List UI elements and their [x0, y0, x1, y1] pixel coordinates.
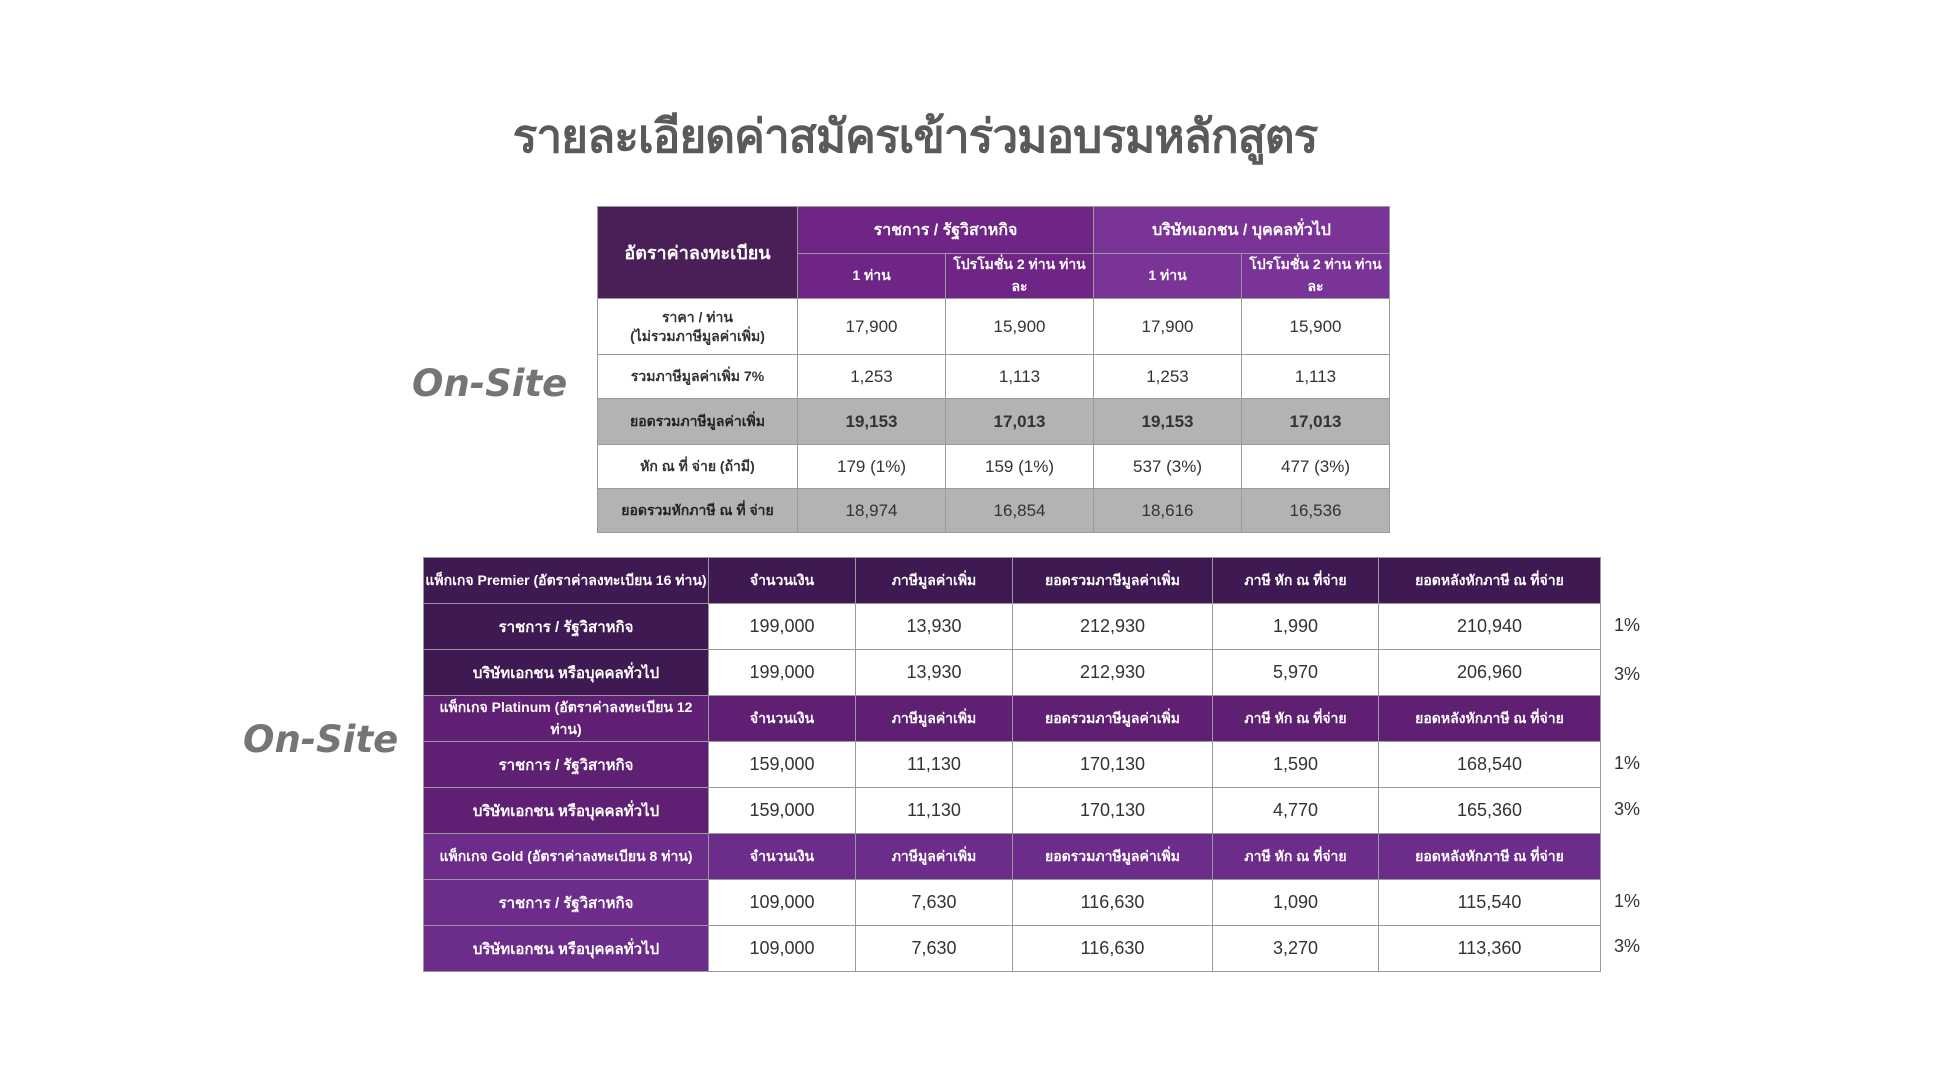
rate-subheader: โปรโมชั่น 2 ท่าน ท่านละ — [1242, 254, 1390, 299]
table-cell: 17,013 — [1242, 399, 1390, 445]
column-header: จำนวนเงิน — [709, 834, 856, 880]
registration-rate-table — [597, 206, 1390, 533]
table-cell: 7,630 — [856, 880, 1013, 926]
page-title: รายละเอียดค่าสมัครเข้าร่วมอบรมหลักสูตร — [512, 109, 1318, 163]
table-row — [598, 299, 1390, 355]
table-cell: 19,153 — [798, 399, 946, 445]
withholding-percent: 3% — [1614, 664, 1641, 684]
table-cell: 210,940 — [1379, 604, 1601, 650]
table-cell: 1,990 — [1213, 604, 1379, 650]
package-name: แพ็กเกจ Platinum (อัตราค่าลงทะเบียน 12 ท่าน) — [424, 696, 709, 742]
table-cell: 15,900 — [946, 299, 1094, 355]
table-cell: 109,000 — [709, 880, 856, 926]
table-cell: 159 (1%) — [946, 445, 1094, 489]
table-cell: 16,854 — [946, 489, 1094, 533]
table-cell: 206,960 — [1379, 650, 1601, 696]
row-label: บริษัทเอกชน หรือบุคคลทั่วไป — [424, 926, 709, 972]
row-label-line: ราคา / ท่าน — [662, 309, 733, 326]
rate-subheader: 1 ท่าน — [1094, 254, 1242, 299]
package-name: แพ็กเกจ Premier (อัตราค่าลงทะเบียน 16 ท่าน) — [424, 558, 709, 604]
table-row — [598, 399, 1390, 445]
row-label: บริษัทเอกชน หรือบุคคลทั่วไป — [424, 788, 709, 834]
column-header: ภาษี หัก ณ ที่จ่าย — [1213, 834, 1379, 880]
table-row — [598, 355, 1390, 399]
table-cell: 116,630 — [1013, 880, 1213, 926]
table-cell: 11,130 — [856, 788, 1013, 834]
table-cell: 109,000 — [709, 926, 856, 972]
table-cell: 5,970 — [1213, 650, 1379, 696]
table-cell: 1,090 — [1213, 880, 1379, 926]
table-cell: 7,630 — [856, 926, 1013, 972]
row-label: ราชการ / รัฐวิสาหกิจ — [424, 880, 709, 926]
withholding-percent: 1% — [1614, 753, 1641, 773]
row-label: หัก ณ ที่ จ่าย (ถ้ามี) — [598, 445, 798, 489]
column-header: จำนวนเงิน — [709, 558, 856, 604]
column-header: ภาษีมูลค่าเพิ่ม — [856, 696, 1013, 742]
table-row — [424, 742, 1601, 788]
rate-group-header: บริษัทเอกชน / บุคคลทั่วไป — [1094, 207, 1390, 254]
rate-subheader: 1 ท่าน — [798, 254, 946, 299]
table-cell: 537 (3%) — [1094, 445, 1242, 489]
table-cell: 19,153 — [1094, 399, 1242, 445]
table-cell: 170,130 — [1013, 788, 1213, 834]
onsite-label: On-Site — [243, 718, 399, 761]
column-header: ยอดรวมภาษีมูลค่าเพิ่ม — [1013, 696, 1213, 742]
row-label: ราชการ / รัฐวิสาหกิจ — [424, 604, 709, 650]
table-cell: 212,930 — [1013, 650, 1213, 696]
package-name: แพ็กเกจ Gold (อัตราค่าลงทะเบียน 8 ท่าน) — [424, 834, 709, 880]
withholding-percent: 1% — [1614, 891, 1641, 911]
package-header-row — [424, 558, 1601, 604]
table-cell: 18,974 — [798, 489, 946, 533]
table-cell: 1,590 — [1213, 742, 1379, 788]
table-cell: 199,000 — [709, 650, 856, 696]
package-pricing-table — [423, 557, 1601, 972]
row-label: ยอดรวมภาษีมูลค่าเพิ่ม — [598, 399, 798, 445]
withholding-percent: 3% — [1614, 936, 1641, 956]
rate-subheader: โปรโมชั่น 2 ท่าน ท่านละ — [946, 254, 1094, 299]
table-cell: 116,630 — [1013, 926, 1213, 972]
column-header: ภาษีมูลค่าเพิ่ม — [856, 558, 1013, 604]
table-row — [598, 489, 1390, 533]
table-cell: 18,616 — [1094, 489, 1242, 533]
column-header: ภาษีมูลค่าเพิ่ม — [856, 834, 1013, 880]
table-cell: 17,013 — [946, 399, 1094, 445]
column-header: ยอดหลังหักภาษี ณ ที่จ่าย — [1379, 558, 1601, 604]
table-cell: 16,536 — [1242, 489, 1390, 533]
table-cell: 13,930 — [856, 604, 1013, 650]
column-header: ยอดรวมภาษีมูลค่าเพิ่ม — [1013, 834, 1213, 880]
table-cell: 199,000 — [709, 604, 856, 650]
row-label — [598, 299, 798, 355]
table-row — [424, 788, 1601, 834]
column-header: ภาษี หัก ณ ที่จ่าย — [1213, 558, 1379, 604]
table-cell: 170,130 — [1013, 742, 1213, 788]
withholding-percent: 1% — [1614, 615, 1641, 635]
row-label: บริษัทเอกชน หรือบุคคลทั่วไป — [424, 650, 709, 696]
table-cell: 115,540 — [1379, 880, 1601, 926]
table-cell: 1,253 — [798, 355, 946, 399]
table-cell: 477 (3%) — [1242, 445, 1390, 489]
table-cell: 17,900 — [1094, 299, 1242, 355]
table-cell: 1,253 — [1094, 355, 1242, 399]
table-row — [424, 604, 1601, 650]
rate-header-corner: อัตราค่าลงทะเบียน — [598, 207, 798, 299]
row-label: ยอดรวมหักภาษี ณ ที่ จ่าย — [598, 489, 798, 533]
table-cell: 159,000 — [709, 788, 856, 834]
table-cell: 4,770 — [1213, 788, 1379, 834]
withholding-percent: 3% — [1614, 799, 1641, 819]
column-header: จำนวนเงิน — [709, 696, 856, 742]
table-cell: 13,930 — [856, 650, 1013, 696]
table-cell: 17,900 — [798, 299, 946, 355]
row-label: รวมภาษีมูลค่าเพิ่ม 7% — [598, 355, 798, 399]
table-row — [598, 445, 1390, 489]
table-cell: 11,130 — [856, 742, 1013, 788]
table-cell: 179 (1%) — [798, 445, 946, 489]
table-cell: 3,270 — [1213, 926, 1379, 972]
table-cell: 212,930 — [1013, 604, 1213, 650]
row-label-line: (ไม่รวมภาษีมูลค่าเพิ่ม) — [630, 327, 765, 344]
table-cell: 165,360 — [1379, 788, 1601, 834]
rate-group-header: ราชการ / รัฐวิสาหกิจ — [798, 207, 1094, 254]
package-header-row — [424, 696, 1601, 742]
table-cell: 15,900 — [1242, 299, 1390, 355]
column-header: ยอดหลังหักภาษี ณ ที่จ่าย — [1379, 696, 1601, 742]
row-label: ราชการ / รัฐวิสาหกิจ — [424, 742, 709, 788]
column-header: ภาษี หัก ณ ที่จ่าย — [1213, 696, 1379, 742]
table-row — [424, 880, 1601, 926]
table-cell: 113,360 — [1379, 926, 1601, 972]
table-cell: 168,540 — [1379, 742, 1601, 788]
column-header: ยอดรวมภาษีมูลค่าเพิ่ม — [1013, 558, 1213, 604]
table-cell: 1,113 — [946, 355, 1094, 399]
table-row — [424, 650, 1601, 696]
onsite-label: On-Site — [412, 362, 568, 405]
table-row — [424, 926, 1601, 972]
column-header: ยอดหลังหักภาษี ณ ที่จ่าย — [1379, 834, 1601, 880]
package-header-row — [424, 834, 1601, 880]
table-cell: 159,000 — [709, 742, 856, 788]
table-cell: 1,113 — [1242, 355, 1390, 399]
